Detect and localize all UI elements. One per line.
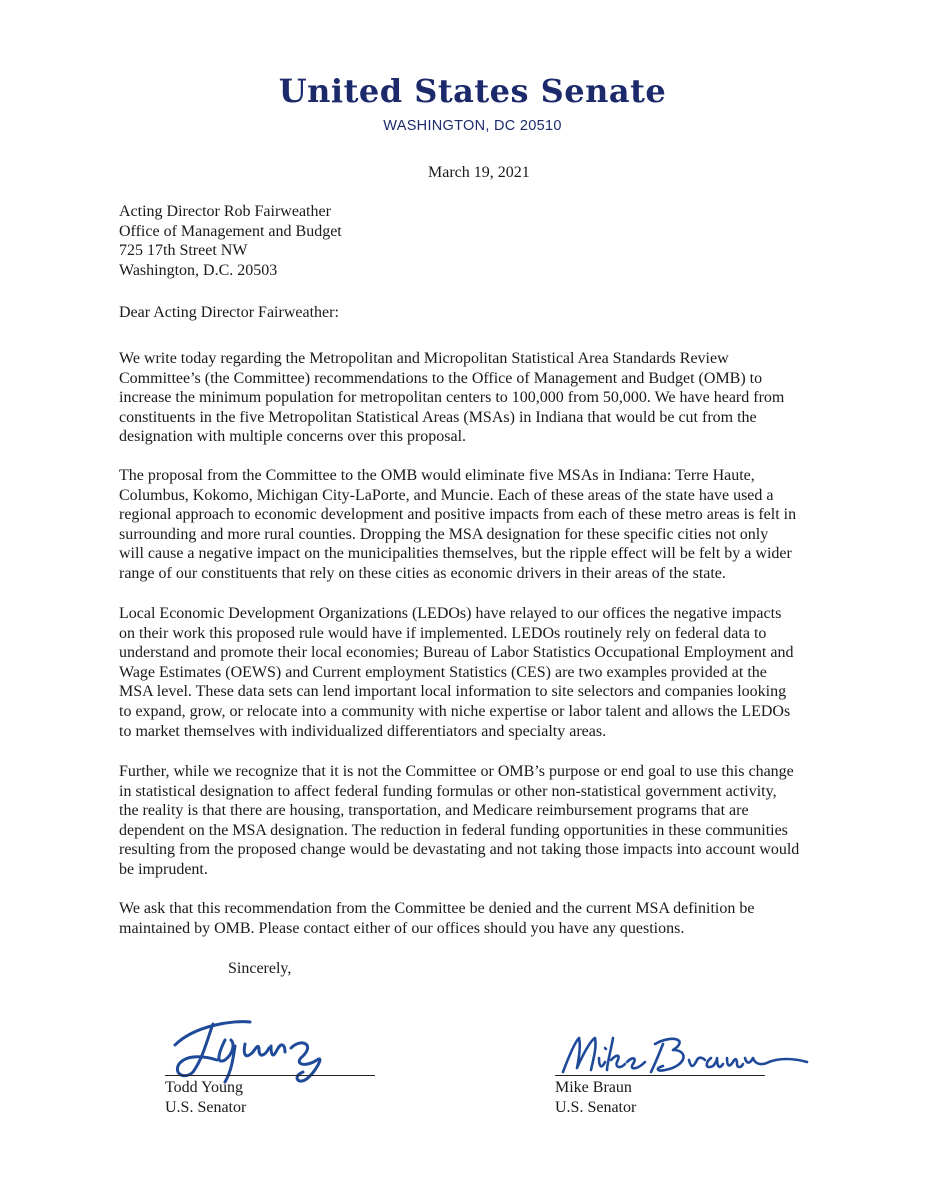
paragraph-line: resulting from the proposed change would be devastating and not taking those impacts into account would <box>119 841 800 859</box>
closing: Sincerely, <box>228 960 292 977</box>
paragraph-line: Further, while we recognize that it is not the Committee or OMB’s purpose or end goal to use this change <box>119 763 794 780</box>
paragraph-line: surrounding and more rural counties. Dropping the MSA designation for these specific cities not only <box>119 525 769 543</box>
paragraph-line: dependent on the MSA designation. The reduction in federal funding opportunities in these communities <box>119 821 788 839</box>
signature-line-2 <box>555 1075 765 1076</box>
paragraph-line: will cause a negative impact on the municipalities themselves, but the ripple effect will be felt by a wider <box>119 545 792 563</box>
paragraph-line: be imprudent. <box>119 860 208 878</box>
paragraph-line: Columbus, Kokomo, Michigan City-LaPorte, and Muncie. Each of these areas of the state have used a <box>119 486 774 504</box>
paragraph-line: We ask that this recommendation from the Committee be denied and the current MSA definition be <box>119 900 755 917</box>
recipient-line: Acting Director Rob Fairweather <box>119 203 331 220</box>
paragraph-line: to expand, grow, or relocate into a community with niche expertise or labor talent and allows the LEDOs <box>119 702 791 720</box>
paragraph-line: range of our constituents that rely on these cities as economic drivers in their areas of the state. <box>119 564 726 582</box>
paragraph-line: increase the minimum population for metropolitan centers to 100,000 from 50,000. We have heard from <box>119 389 785 407</box>
letter-date: March 19, 2021 <box>428 164 530 181</box>
signer-title-2: U.S. Senator <box>555 1098 637 1116</box>
signature-line-1 <box>165 1075 375 1076</box>
paragraph-line: Local Economic Development Organizations (LEDOs) have relayed to our offices the negative impacts <box>119 605 782 622</box>
paragraph-line: the reality is that there are housing, transportation, and Medicare reimbursement programs that are <box>119 802 749 820</box>
signer-title-1: U.S. Senator <box>165 1098 247 1116</box>
recipient-address <box>119 202 342 280</box>
paragraph-line: designation with multiple concerns over this proposal. <box>119 428 467 446</box>
paragraph-3 <box>119 604 831 741</box>
paragraph-line: The proposal from the Committee to the OMB would eliminate five MSAs in Indiana: Terre Haute, <box>119 467 755 484</box>
paragraph-line: Committee’s (the Committee) recommendations to the Office of Management and Budget (OMB) to <box>119 369 763 387</box>
salutation: Dear Acting Director Fairweather: <box>119 304 339 321</box>
paragraph-line: on their work this proposed rule would have if implemented. LEDOs routinely rely on federal data to <box>119 624 767 642</box>
paragraph-5 <box>119 899 831 938</box>
paragraph-line: understand and promote their local economies; Bureau of Labor Statistics Occupational Employment and <box>119 644 794 662</box>
recipient-line: Washington, D.C. 20503 <box>119 261 278 279</box>
paragraph-line: maintained by OMB. Please contact either of our offices should you have any questions. <box>119 919 685 937</box>
paragraph-line: in statistical designation to affect federal funding formulas or other non-statistical government activity, <box>119 782 777 800</box>
paragraph-line: Wage Estimates (OEWS) and Current employment Statistics (CES) are two examples provided at the <box>119 663 767 681</box>
signer-block-2 <box>555 1078 636 1117</box>
recipient-line: Office of Management and Budget <box>119 222 342 240</box>
paragraph-line: MSA level. These data sets can lend important local information to site selectors and companies looking <box>119 683 787 701</box>
signer-block-1 <box>165 1078 246 1117</box>
paragraph-2 <box>119 466 831 584</box>
recipient-line: 725 17th Street NW <box>119 242 248 259</box>
paragraph-line: to market themselves with individualized differentiators and specialty areas. <box>119 722 607 740</box>
letterhead-title: United States Senate <box>278 72 667 110</box>
paragraph-1 <box>119 349 831 447</box>
signer-name-2: Mike Braun <box>555 1079 632 1096</box>
letterhead-subtitle: WASHINGTON, DC 20510 <box>383 118 562 134</box>
paragraph-line: constituents in the five Metropolitan Statistical Areas (MSAs) in Indiana that would be cut from the <box>119 408 757 426</box>
paragraph-line: We write today regarding the Metropolitan and Micropolitan Statistical Area Standards Review <box>119 350 729 367</box>
paragraph-4 <box>119 762 831 880</box>
signer-name-1: Todd Young <box>165 1079 244 1096</box>
paragraph-line: regional approach to economic development and positive impacts from each of these metro areas is felt in <box>119 506 797 524</box>
